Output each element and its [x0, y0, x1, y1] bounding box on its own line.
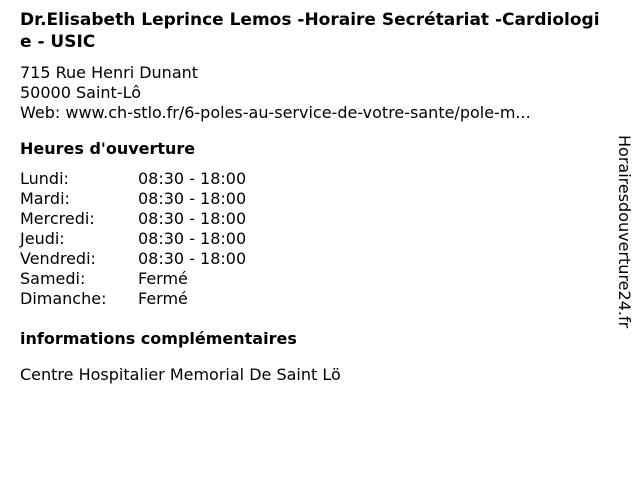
site-watermark: Horairesdouverture24.fr	[615, 135, 634, 329]
hours-value: 08:30 - 18:00	[138, 189, 247, 208]
website-line	[20, 103, 610, 123]
page-title: Dr.Elisabeth Leprince Lemos -Horaire Secrétariat -Cardiologie - USIC	[20, 10, 600, 52]
hours-value: Fermé	[138, 269, 188, 288]
city-postcode: 50000 Saint-Lô	[20, 83, 141, 102]
day-label: Mercredi:	[20, 209, 95, 228]
hours-row-jeudi	[20, 229, 610, 249]
hours-value: 08:30 - 18:00	[138, 169, 247, 188]
website-link[interactable]: www.ch-stlo.fr/6-poles-au-service-de-votre-sante/pole-m...	[65, 103, 531, 122]
day-label: Samedi:	[20, 269, 86, 288]
opening-hours-heading: Heures d'ouverture	[20, 139, 196, 158]
day-label: Vendredi:	[20, 249, 96, 268]
day-label: Jeudi:	[20, 229, 65, 248]
business-card	[20, 9, 610, 385]
hours-value: 08:30 - 18:00	[138, 209, 247, 228]
hours-row-samedi	[20, 269, 610, 289]
hours-row-dimanche	[20, 289, 610, 309]
website-label: Web:	[20, 103, 61, 122]
hours-value: 08:30 - 18:00	[138, 229, 247, 248]
address-block	[20, 63, 610, 123]
day-label: Lundi:	[20, 169, 69, 188]
hours-row-mardi	[20, 189, 610, 209]
hours-value: Fermé	[138, 289, 188, 308]
hours-row-vendredi	[20, 249, 610, 269]
opening-hours-table	[20, 169, 610, 309]
street-address: 715 Rue Henri Dunant	[20, 63, 199, 82]
additional-info-text: Centre Hospitalier Memorial De Saint Lö	[20, 365, 341, 384]
hours-row-lundi	[20, 169, 610, 189]
hours-value: 08:30 - 18:00	[138, 249, 247, 268]
day-label: Dimanche:	[20, 289, 107, 308]
additional-info-heading: informations complémentaires	[20, 329, 297, 348]
day-label: Mardi:	[20, 189, 70, 208]
hours-row-mercredi	[20, 209, 610, 229]
